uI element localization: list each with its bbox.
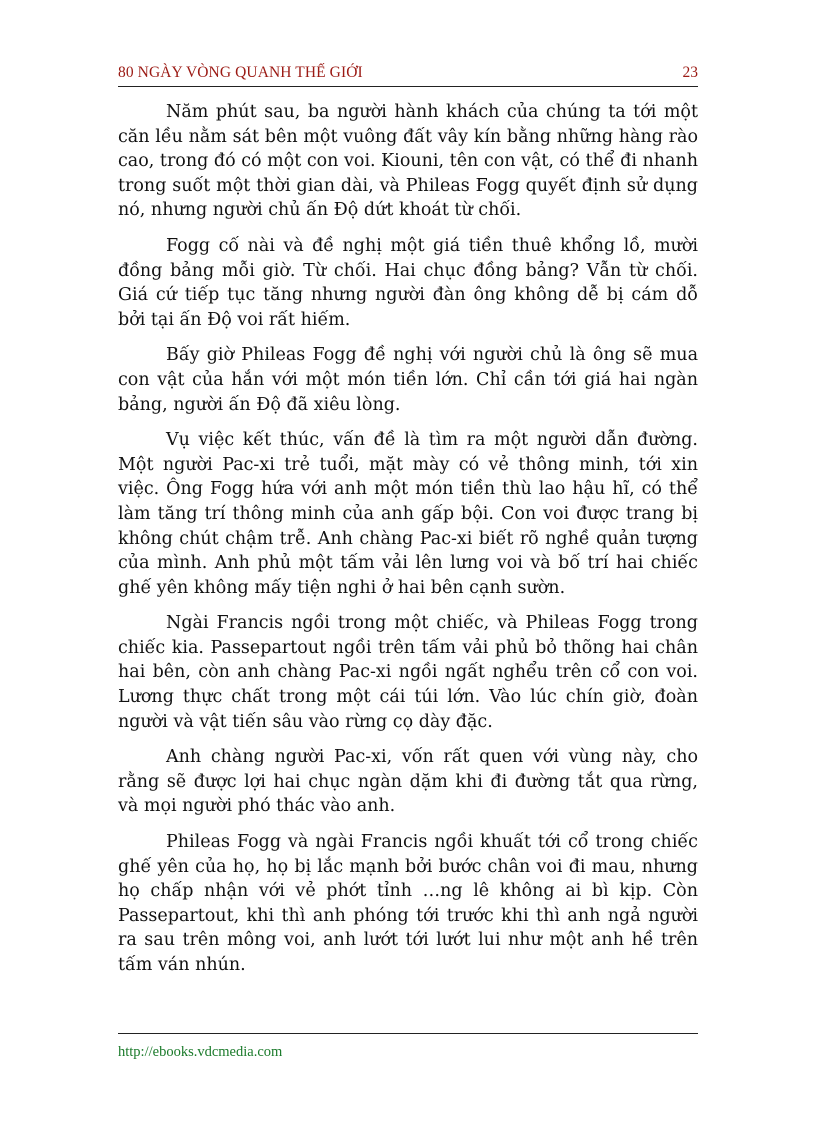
- page-body: [118, 100, 698, 989]
- paragraph: Fogg cố nài và đề nghị một giá tiền thuê khổng lồ, mười đồng bảng mỗi giờ. Từ chối. Hai chục đồng bảng? Vẫn từ chối. Giá cứ tiếp tục tăng nhưng người đàn ông không dễ bị cám dỗ bởi tại ấn Độ voi rất hiếm.: [118, 235, 698, 330]
- footer-divider: [118, 1033, 698, 1034]
- paragraph: Ngài Francis ngồi trong một chiếc, và Phileas Fogg trong chiếc kia. Passepartout ngồi trên tấm vải phủ bỏ thõng hai chân hai bên, còn anh chàng Pac-xi ngồi ngất nghểu trên cổ con voi. Lương thực chất trong một cái túi lớn. Vào lúc chín giờ, đoàn người và vật tiến sâu vào rừng cọ dày đặc.: [118, 613, 698, 732]
- running-header: [118, 62, 698, 87]
- paragraph: Vụ việc kết thúc, vấn đề là tìm ra một người dẫn đường. Một người Pac-xi trẻ tuổi, mặt mày có vẻ thông minh, tới xin việc. Ông Fogg hứa với anh một món tiền thù lao hậu hĩ, có thể làm tăng trí thông minh của anh gấp bội. Con voi được trang bị không chút chậm trễ. Anh chàng Pac-xi biết rõ nghề quản tượng của mình. Anh phủ một tấm vải lên lưng voi và bố trí hai chiếc ghế yên không mấy tiện nghi ở hai bên cạnh sườn.: [118, 430, 698, 598]
- book-title: 80 NGÀY VÒNG QUANH THẾ GIỚI: [118, 64, 363, 81]
- paragraph: Bấy giờ Phileas Fogg đề nghị với người chủ là ông sẽ mua con vật của hắn với một món tiền lớn. Chỉ cần tới giá hai ngàn bảng, người ấn Độ đã xiêu lòng.: [118, 345, 698, 415]
- paragraph: Phileas Fogg và ngài Francis ngồi khuất tới cổ trong chiếc ghế yên của họ, họ bị lắc mạnh bởi bước chân voi đi mau, nhưng họ chấp nhận với vẻ phớt tỉnh …ng lê không ai bì kịp. Còn Passepartout, khi thì anh phóng tới trước khi thì anh ngả người ra sau trên mông voi, anh lướt tới lướt lui như một anh hề trên tấm ván nhún.: [118, 832, 698, 975]
- footer-link[interactable]: http://ebooks.vdcmedia.com: [118, 1044, 283, 1060]
- paragraph: Năm phút sau, ba người hành khách của chúng ta tới một căn lều nằm sát bên một vuông đất vây kín bằng những hàng rào cao, trong đó có một con voi. Kiouni, tên con vật, có thể đi nhanh trong suốt một thời gian dài, và Phileas Fogg quyết định sử dụng nó, nhưng người chủ ấn Độ dứt khoát từ chối.: [118, 102, 698, 221]
- paragraph: Anh chàng người Pac-xi, vốn rất quen với vùng này, cho rằng sẽ được lợi hai chục ngàn dặm khi đi đường tắt qua rừng, và mọi người phó thác vào anh.: [118, 747, 698, 817]
- page-number: 23: [682, 64, 698, 81]
